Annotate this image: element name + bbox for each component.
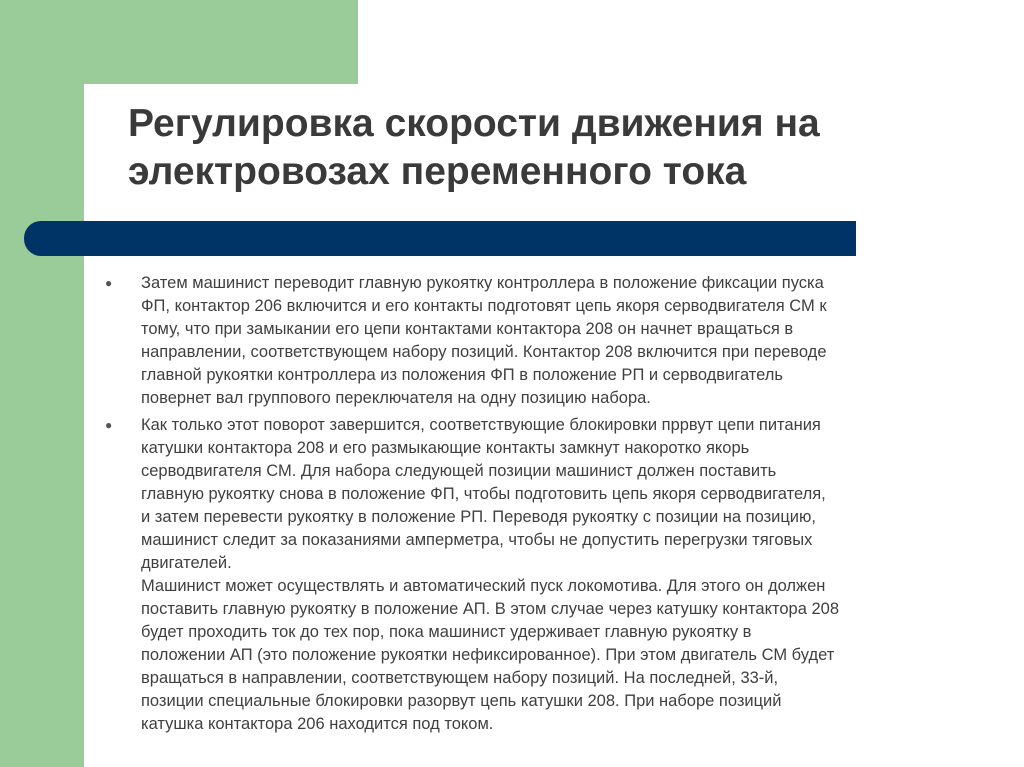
decorative-green-strip <box>0 84 84 767</box>
paragraph-2-line: и затем перевести рукоятку в положение РП. Переводя рукоятку с позиции на позицию, <box>141 508 816 526</box>
slide-title <box>128 100 988 196</box>
paragraph-2-line: двигателей. <box>141 554 232 572</box>
slide-body <box>105 272 995 736</box>
bullet-item-1 <box>105 272 995 410</box>
paragraph-1 <box>141 272 995 410</box>
slide-title-line-2: электровозах переменного тока <box>128 150 747 193</box>
paragraph-1-line: Затем машинист переводит главную рукоятку контроллера в положение фиксации пуска <box>141 274 824 292</box>
paragraph-3-line: позиции специальные блокировки разорвут цепь катушки 208. При наборе позиций <box>141 692 782 710</box>
paragraph-2-line: Как только этот поворот завершится, соответствующие блокировки пррвут цепи питания <box>141 416 821 434</box>
paragraph-2-line: катушки контактора 208 и его размыкающие контакты замкнут накоротко якорь <box>141 439 750 457</box>
bullet-icon: ● <box>105 276 113 290</box>
paragraph-2 <box>141 414 995 575</box>
bullet-item-2 <box>105 414 995 575</box>
paragraph-3-line: Машинист может осуществлять и автоматический пуск локомотива. Для этого он должен <box>141 577 826 595</box>
paragraph-1-line: направлении, соответствующем набору позиций. Контактор 208 включится при переводе <box>141 343 827 361</box>
paragraph-3 <box>141 575 995 736</box>
title-divider-bar <box>24 221 856 256</box>
paragraph-3-line: положении АП (это положение рукоятки нефиксированное). При этом двигатель СМ будет <box>141 646 835 664</box>
decorative-corner <box>84 84 124 124</box>
paragraph-2-line: серводвигателя СМ. Для набора следующей позиции машинист должен поставить <box>141 462 777 480</box>
paragraph-2-line: машинист следит за показаниями амперметра, чтобы не допустить перегрузки тяговых <box>141 531 813 549</box>
paragraph-1-line: главной рукоятки контроллера из положения ФП в положение РП и серводвигатель <box>141 366 783 384</box>
paragraph-3-line: вращаться в направлении, соответствующем набору позиций. На последней, 33-й, <box>141 669 779 687</box>
slide-title-line-1: Регулировка скорости движения на <box>128 102 820 145</box>
paragraph-1-line: тому, что при замыкании его цепи контактами контактора 208 он начнет вращаться в <box>141 320 794 338</box>
paragraph-3-line: поставить главную рукоятку в положение АП. В этом случае через катушку контактора 208 <box>141 600 840 618</box>
paragraph-2-line: главную рукоятку снова в положение ФП, чтобы подготовить цепь якоря серводвигателя, <box>141 485 826 503</box>
bullet-icon: ● <box>105 418 113 432</box>
paragraph-1-line: ФП, контактор 206 включится и его контакты подготовят цепь якоря серводвигателя СМ к <box>141 297 827 315</box>
paragraph-3-line: будет проходить ток до тех пор, пока машинист удерживает главную рукоятку в <box>141 623 752 641</box>
decorative-green-block <box>0 0 358 84</box>
paragraph-1-line: повернет вал группового переключателя на одну позицию набора. <box>141 389 651 407</box>
paragraph-3-line: катушка контактора 206 находится под током. <box>141 715 494 733</box>
